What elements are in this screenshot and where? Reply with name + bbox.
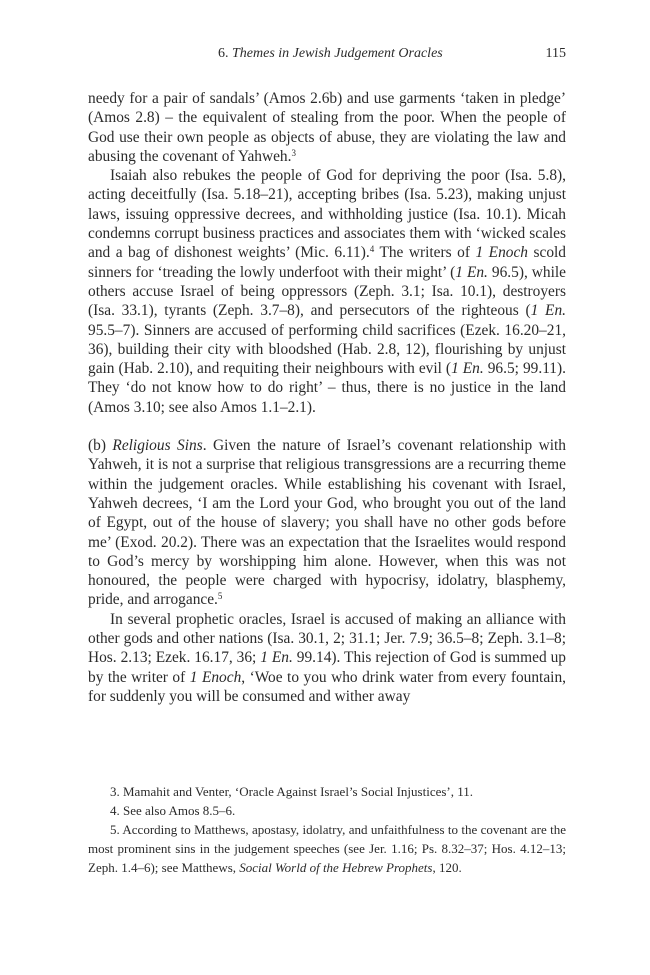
footnote-fn3 (88, 782, 566, 801)
italic-text: Religious Sins (112, 437, 203, 455)
running-header (88, 44, 566, 64)
text-run: 95.5–7). Sinners are accused of performing child sacrifices (Ezek. 16.20–21, 36), building their city with bloodshed (Hab. 2.8, 12), flourishing by unjust gain (Hab. 2.10), and requiting their neighbours with evil ( (88, 321, 566, 378)
footnote-ref: 4 (369, 244, 375, 255)
paragraph-p2 (88, 166, 566, 417)
footnotes (88, 782, 566, 877)
text-run: 96.5), while others accuse Israel of being oppressors (Zeph. 3.1; Isa. 10.1), destroyers (Isa. 33.1), tyrants (Zeph. 3.7–8), and persecutors of the righteous ( (88, 263, 566, 320)
text-run: 3. Mamahit and Venter, ‘Oracle Against Israel’s Social Injustices’, 11. (110, 784, 474, 799)
italic-text: 1 En. (455, 263, 488, 281)
text-run: Isaiah also rebukes the people of God for depriving the poor (Isa. 5.8), acting deceitfully (Isa. 5.18–21), accepting bribes (Isa. 5.23), making unjust laws, issuing oppressive decrees, and withholding justice (Isa. 10.1). Micah condemns corrupt business practices and associates them with ‘wicked scales and a bag of dishonest weights’ (Mic. 6.11). (88, 167, 566, 262)
text-run: . Given the nature of Israel’s covenant relationship with Yahweh, it is not a surprise that religious transgressions are a recurring theme within the judgement oracles. While establishing his covenant with Israel, Yahweh decrees, ‘I am the Lord your God, who brought you out of the land of Egypt, out of the house of slavery; you shall have no other gods before me’ (Exod. 20.2). There was an expectation that the Israelites would respond to God’s mercy by worshipping him alone. However, when this was not honoured, the people were charged with hypocrisy, idolatry, blasphemy, pride, and arrogance. (88, 437, 566, 609)
italic-text: 1 Enoch (475, 244, 528, 262)
paragraph-p4 (88, 610, 566, 706)
text-run: 4. See also Amos 8.5–6. (110, 803, 236, 818)
italic-text: 1 En. (530, 302, 566, 320)
chapter-title: Themes in Jewish Judgement Oracles (232, 46, 443, 61)
page-number: 115 (545, 46, 566, 61)
chapter-number: 6. (218, 46, 229, 61)
running-header-title (218, 44, 443, 64)
paragraph-p3 (88, 436, 566, 610)
text-run: needy for a pair of sandals’ (Amos 2.6b) and use garments ‘taken in pledge’ (Amos 2.8) – the equivalent of stealing from the poor. When the people of God use their own people as objects of abuse, they are violating the law and abusing the covenant of Yahweh. (88, 90, 566, 165)
text-run: (b) (88, 437, 113, 455)
footnote-fn5 (88, 820, 566, 877)
footnote-ref: 5 (217, 591, 223, 602)
text-run: , ‘Woe to you who drink water from every fountain, for suddenly you will be consumed and wither away (88, 668, 566, 705)
footnote-ref: 3 (291, 147, 296, 158)
italic-text: 1 En. (260, 649, 293, 667)
paragraph-p1 (88, 89, 566, 166)
text-run: In several prophetic oracles, Israel is accused of making an alliance with other gods and other nations (Isa. 30.1, 2; 31.1; Jer. 7.9; 36.5–8; Zeph. 3.1–8; Hos. 2.13; Ezek. 16.17, 36; (88, 610, 566, 667)
text-run: , 120. (432, 860, 462, 875)
footnote-fn4 (88, 801, 566, 820)
text-run: 99.14). This rejection of God is summed up by the writer of (88, 649, 566, 686)
body-text (88, 89, 566, 706)
text-run: The writers of (374, 244, 476, 262)
italic-text: 1 En. (451, 360, 484, 378)
text-run: scold sinners for ‘treading the lowly underfoot with their might’ ( (88, 244, 566, 281)
italic-text: Social World of the Hebrew Prophets (239, 860, 433, 875)
italic-text: 1 Enoch (189, 668, 242, 686)
text-run: 96.5; 99.11). They ‘do not know how to do right’ – thus, there is no justice in the land (Amos 3.10; see also Amos 1.1–2.1). (88, 360, 566, 416)
text-run: 5. According to Matthews, apostasy, idolatry, and unfaithfulness to the covenant are the most prominent sins in the judgement speeches (see Jer. 1.16; Ps. 8.32–37; Hos. 4.12–13; Zeph. 1.4–6); see Matthews, (88, 822, 566, 875)
